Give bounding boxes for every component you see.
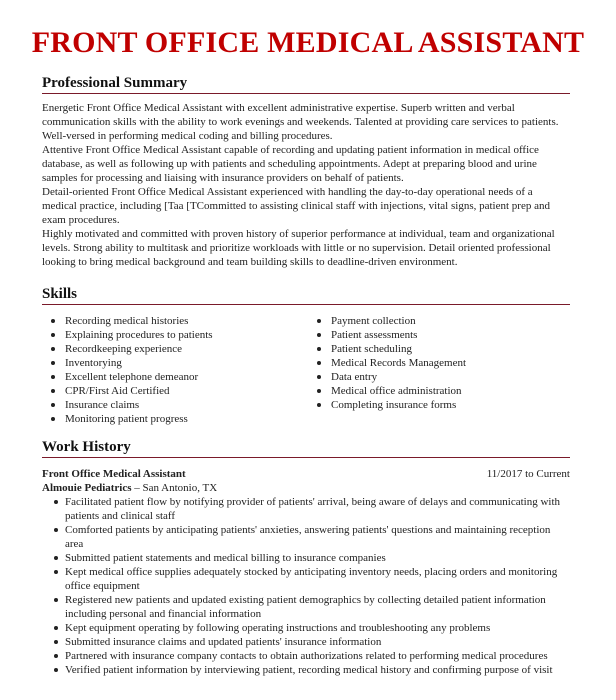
- list-item: Kept equipment operating by following operating instructions and troubleshooting any problems: [42, 621, 570, 635]
- section-heading: Professional Summary: [42, 74, 570, 94]
- list-item: Insurance claims: [42, 398, 308, 412]
- list-item: Comforted patients by anticipating patients' anxieties, answering patients' questions and maintaining reception area: [42, 523, 570, 551]
- list-item: CPR/First Aid Certified: [42, 384, 308, 398]
- work-history-section: [42, 438, 570, 677]
- section-heading: Work History: [42, 438, 570, 458]
- list-item: Facilitated patient flow by notifying provider of patients' arrival, being aware of delays and communicating with patients and clinical staff: [42, 495, 570, 523]
- professional-summary-section: [42, 74, 570, 269]
- list-item: Kept medical office supplies adequately stocked by anticipating inventory needs, placing orders and monitoring office equipment: [42, 565, 570, 593]
- list-item: Submitted insurance claims and updated patients' insurance information: [42, 635, 570, 649]
- list-item: Monitoring patient progress: [42, 412, 308, 426]
- list-item: Data entry: [308, 370, 466, 384]
- list-item: Recording medical histories: [42, 314, 308, 328]
- job-dates: 11/2017 to Current: [486, 468, 570, 480]
- list-item: Payment collection: [308, 314, 466, 328]
- list-item: Patient scheduling: [308, 342, 466, 356]
- list-item: Submitted patient statements and medical billing to insurance companies: [42, 551, 570, 565]
- list-item: Medical office administration: [308, 384, 466, 398]
- list-item: Registered new patients and updated existing patient demographics by collecting detailed patient information including personal and financial information: [42, 593, 570, 621]
- list-item: Inventorying: [42, 356, 308, 370]
- list-item: Completing insurance forms: [308, 398, 466, 412]
- summary-paragraph: Highly motivated and committed with proven history of superior performance at individual, team and organizational levels. Strong ability to multitask and prioritize workloads with little or no supervision. Detail oriented professional looking to bring medical background and team building skills to deadline-driven environment.: [42, 228, 555, 268]
- resume-title: FRONT OFFICE MEDICAL ASSISTANT: [31, 26, 585, 59]
- summary-paragraph: Energetic Front Office Medical Assistant with excellent administrative expertise. Superb written and verbal communication skills with the ability to work evenings and weekends. Talented at providing care services to patients. Well-versed in performing medical coding and billing procedures.: [42, 102, 559, 142]
- list-item: Patient assessments: [308, 328, 466, 342]
- summary-paragraph: Detail-oriented Front Office Medical Assistant experienced with handling the day-to-day operational needs of a medical practice, including [Taa [TCommitted to assisting clinical staff with injections, vital signs, patient prep and exam procedures.: [42, 186, 550, 226]
- job-bullets: [42, 495, 570, 677]
- section-heading: Skills: [42, 285, 570, 305]
- employer: Almouie Pediatrics: [42, 482, 132, 494]
- summary-paragraph: Attentive Front Office Medical Assistant capable of recording and updating patient information in medical office database, as well as following up with patients and scheduling appointments. Adept at preparing blood and urine samples for processing and liaising with insurance providers on behalf of patients.: [42, 144, 539, 184]
- list-item: Verified patient information by interviewing patient, recording medical history and confirming purpose of visit: [42, 663, 570, 677]
- list-item: Partnered with insurance company contacts to obtain authorizations related to performing medical procedures: [42, 649, 570, 663]
- list-item: Excellent telephone demeanor: [42, 370, 308, 384]
- job-title: Front Office Medical Assistant: [42, 468, 186, 480]
- skills-list-left: [42, 314, 308, 426]
- list-item: Medical Records Management: [308, 356, 466, 370]
- job-location: – San Antonio, TX: [131, 482, 218, 494]
- skills-section: [42, 285, 570, 426]
- list-item: Recordkeeping experience: [42, 342, 308, 356]
- list-item: Explaining procedures to patients: [42, 328, 308, 342]
- job-entry: [42, 467, 570, 677]
- skills-list-right: [308, 314, 466, 426]
